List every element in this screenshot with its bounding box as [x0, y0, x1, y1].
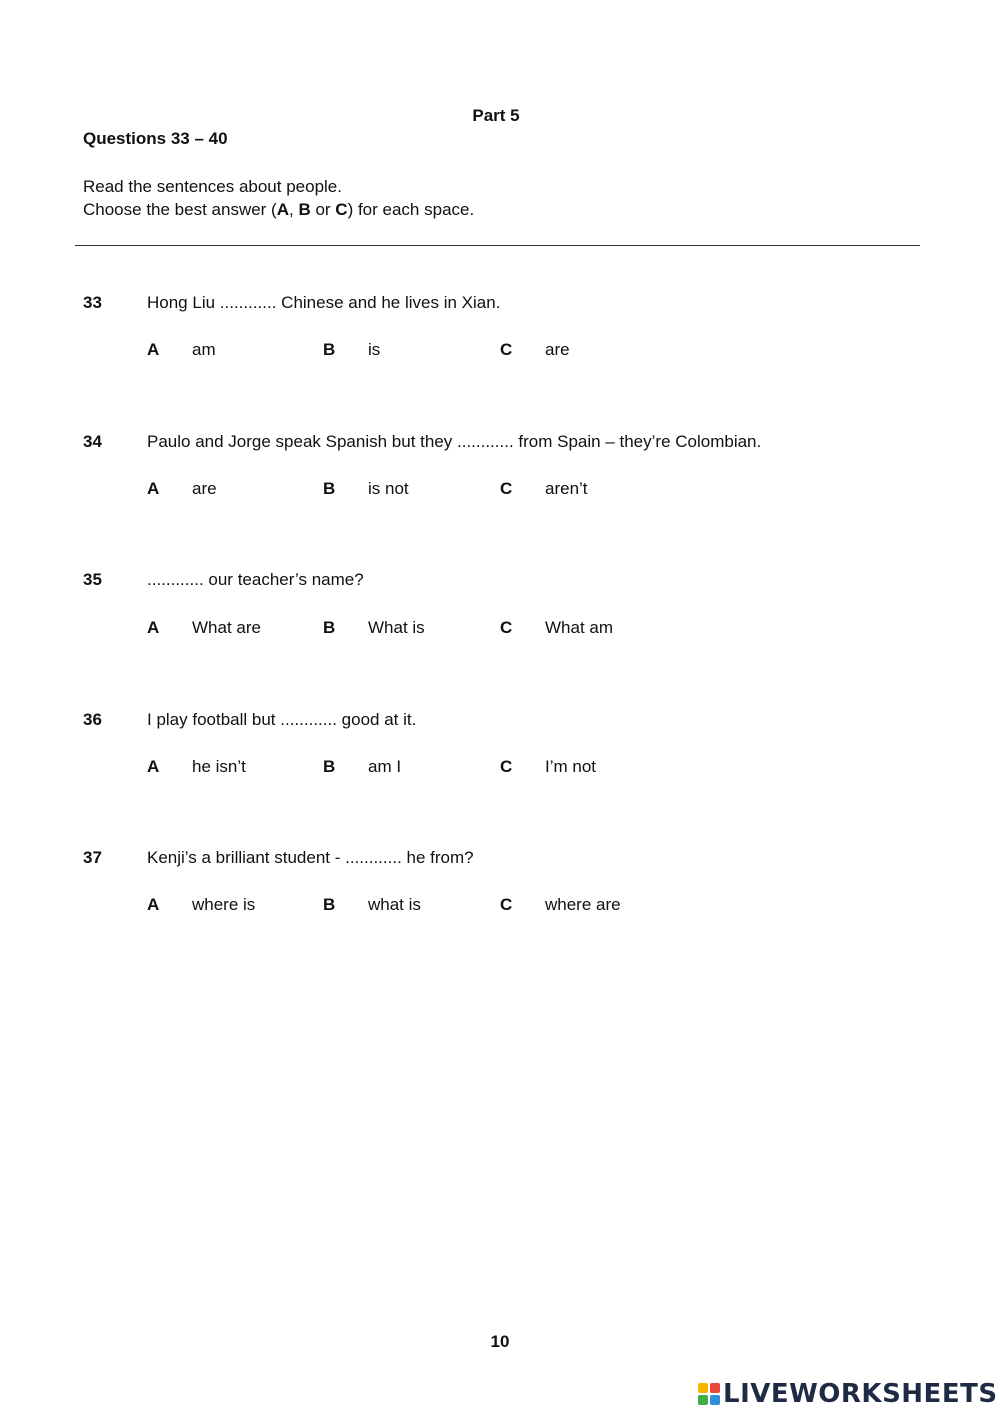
option-letter: B: [323, 757, 336, 776]
option-letter: A: [147, 479, 160, 498]
instruction-letter-c: C: [335, 200, 348, 219]
question-number: 37: [83, 848, 102, 867]
option-text[interactable]: where is: [192, 895, 256, 914]
option-letter: B: [323, 895, 336, 914]
option-text[interactable]: am: [192, 340, 216, 359]
logo-tile: [698, 1383, 708, 1393]
question-number: 34: [83, 432, 102, 451]
page-number: 10: [490, 1332, 510, 1351]
option-letter: B: [323, 479, 336, 498]
option-text[interactable]: is not: [368, 479, 409, 498]
option-text[interactable]: What are: [192, 618, 261, 637]
question-text: Paulo and Jorge speak Spanish but they ............ from Spain – they’re Colombian.: [147, 432, 762, 451]
option-text[interactable]: is: [368, 340, 381, 359]
logo-tile: [710, 1383, 720, 1393]
option-text[interactable]: aren’t: [545, 479, 588, 498]
question-text: ............ our teacher’s name?: [147, 570, 364, 589]
question-number: 35: [83, 570, 102, 589]
option-letter: C: [500, 340, 513, 359]
option-text[interactable]: What am: [545, 618, 614, 637]
option-text[interactable]: what is: [368, 895, 421, 914]
option-letter: C: [500, 757, 513, 776]
logo-tile: [698, 1395, 708, 1405]
logo-tile: [710, 1395, 720, 1405]
option-text[interactable]: where are: [545, 895, 621, 914]
option-letter: A: [147, 340, 160, 359]
question-number: 36: [83, 710, 102, 729]
logo-grid-icon: [698, 1383, 720, 1405]
option-text[interactable]: I’m not: [545, 757, 597, 776]
option-letter: C: [500, 618, 513, 637]
option-text[interactable]: am I: [368, 757, 402, 776]
liveworksheets-logo[interactable]: [698, 1378, 998, 1410]
option-letter: C: [500, 895, 513, 914]
option-letter: B: [323, 618, 336, 637]
option-letter: B: [323, 340, 336, 359]
instruction-letter-b: B: [298, 200, 311, 219]
question-text: Hong Liu ............ Chinese and he lives in Xian.: [147, 293, 501, 312]
instruction-letter-a: A: [276, 200, 289, 219]
questions-heading: Questions 33 – 40: [83, 129, 228, 148]
option-text[interactable]: he isn’t: [192, 757, 246, 776]
option-text[interactable]: are: [192, 479, 217, 498]
question-text: Kenji’s a brilliant student - ............ he from?: [147, 848, 474, 867]
logo-text: LIVEWORKSHEETS: [723, 1379, 998, 1409]
option-letter: A: [147, 757, 160, 776]
option-letter: A: [147, 895, 160, 914]
instruction-line-1: Read the sentences about people.: [83, 177, 342, 196]
option-letter: C: [500, 479, 513, 498]
option-letter: A: [147, 618, 160, 637]
question-number: 33: [83, 293, 102, 312]
instruction-line-2: Choose the best answer (A, B or C) for each space.: [83, 200, 475, 219]
question-text: I play football but ............ good at it.: [147, 710, 417, 729]
part-title: Part 5: [472, 106, 520, 125]
option-text[interactable]: are: [545, 340, 570, 359]
option-text[interactable]: What is: [368, 618, 425, 637]
divider-line: [75, 245, 920, 246]
